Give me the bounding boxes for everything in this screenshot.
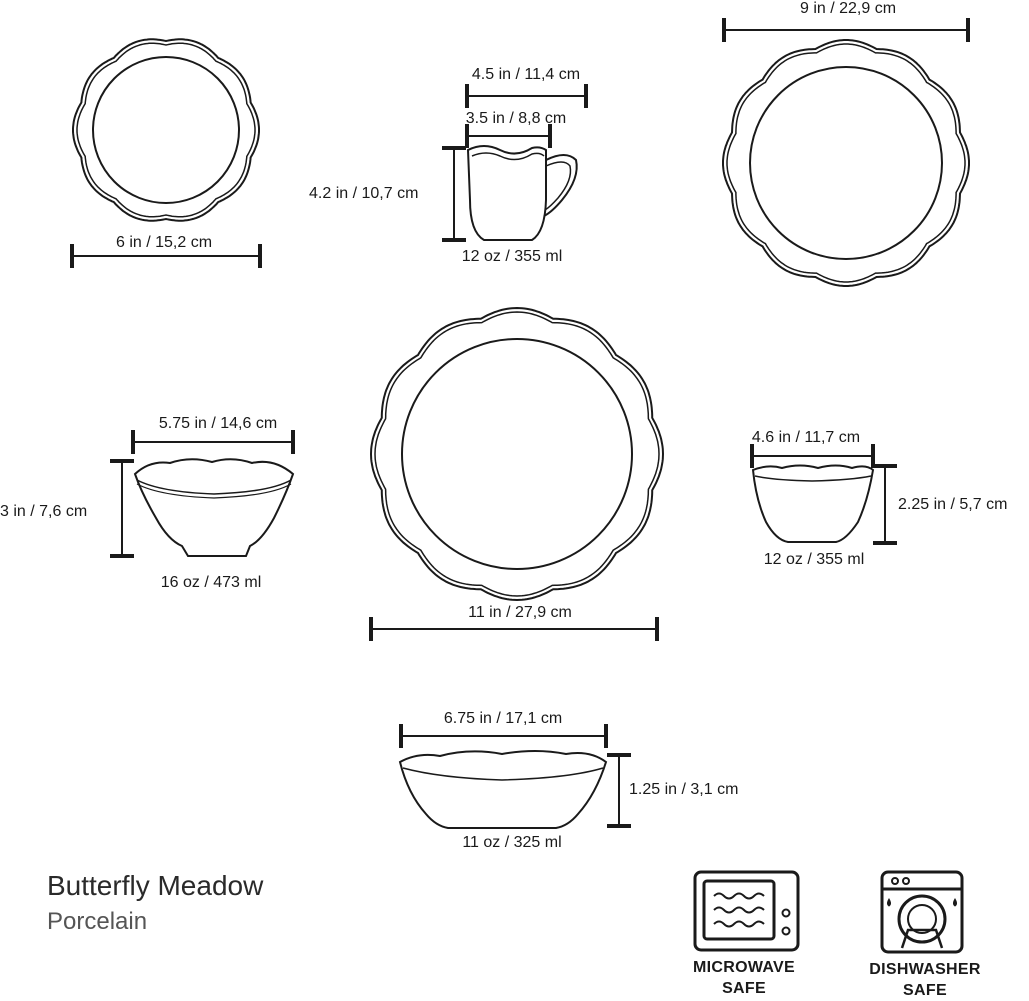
dishwasher-icon <box>882 872 962 952</box>
mug-capacity-label: 12 oz / 355 ml <box>461 248 563 265</box>
mug-height-label: 4.2 in / 10,7 cm <box>309 185 419 202</box>
soup-bowl-width-label: 5.75 in / 14,6 cm <box>158 415 278 432</box>
small-bowl-capacity-label: 12 oz / 355 ml <box>763 551 865 568</box>
mug <box>468 146 577 240</box>
dishwasher-label-line2: SAFE <box>903 982 947 999</box>
soup-bowl <box>135 459 293 556</box>
mug-top-width-label: 4.5 in / 11,4 cm <box>471 66 581 83</box>
soup-bowl-capacity-label: 16 oz / 473 ml <box>160 574 262 591</box>
salad-plate-diameter-label: 6 in / 15,2 cm <box>115 234 213 251</box>
microwave-safe-label <box>693 957 795 999</box>
dinner-plate-diameter-label: 11 in / 27,9 cm <box>468 604 572 621</box>
product-name: Butterfly Meadow <box>47 870 264 901</box>
small-bowl-width-label: 4.6 in / 11,7 cm <box>751 429 861 446</box>
soup-bowl-height-label: 3 in / 7,6 cm <box>0 503 88 520</box>
mug-body-width-label: 3.5 in / 8,8 cm <box>465 110 567 127</box>
pasta-bowl-width-label: 6.75 in / 17,1 cm <box>443 710 563 727</box>
microwave-icon <box>695 872 798 950</box>
pasta-bowl-height-label: 1.25 in / 3,1 cm <box>629 781 739 798</box>
dessert-plate-diameter-label: 9 in / 22,9 cm <box>799 0 897 17</box>
product-material: Porcelain <box>47 908 148 935</box>
dinner-plate <box>371 308 663 600</box>
salad-plate <box>73 39 259 220</box>
microwave-label-line2: SAFE <box>722 980 766 997</box>
dessert-plate <box>723 40 969 286</box>
pasta-bowl <box>400 751 606 828</box>
small-bowl <box>753 466 873 543</box>
microwave-label-line1: MICROWAVE <box>693 959 795 976</box>
dishwasher-safe-label <box>869 959 980 1001</box>
small-bowl-height-label: 2.25 in / 5,7 cm <box>898 496 1008 513</box>
pasta-bowl-capacity-label: 11 oz / 325 ml <box>462 834 562 851</box>
dishwasher-label-line1: DISHWASHER <box>869 961 981 978</box>
